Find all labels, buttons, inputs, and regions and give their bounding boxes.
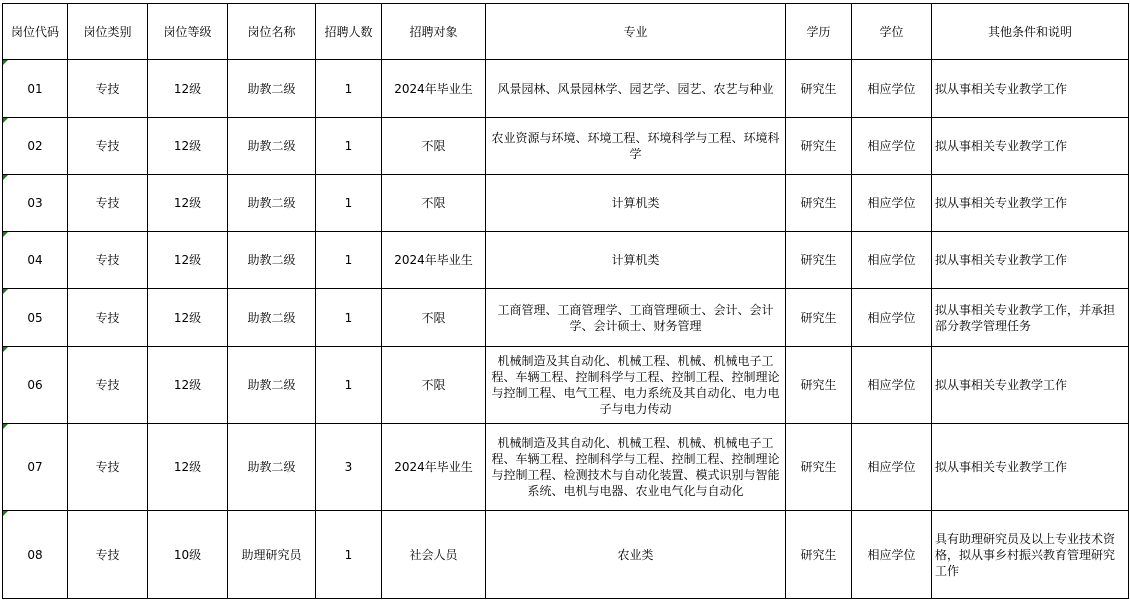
cell-indicator-icon <box>3 347 8 352</box>
cell-notes[interactable]: 拟从事相关专业教学工作 <box>932 347 1129 424</box>
cell-code[interactable] <box>3 60 68 118</box>
cell-category[interactable]: 专技 <box>68 175 148 232</box>
cell-target[interactable]: 2024年毕业生 <box>382 60 486 118</box>
header-category: 岗位类别 <box>68 4 148 60</box>
cell-count[interactable]: 1 <box>316 289 382 347</box>
cell-indicator-icon <box>3 424 8 429</box>
cell-code-text: 04 <box>27 253 43 267</box>
cell-degree[interactable]: 相应学位 <box>852 424 932 511</box>
header-education: 学历 <box>786 4 852 60</box>
cell-degree[interactable]: 相应学位 <box>852 232 932 289</box>
cell-notes[interactable]: 拟从事相关专业教学工作 <box>932 118 1129 175</box>
cell-major[interactable]: 计算机类 <box>486 175 786 232</box>
cell-title[interactable]: 助教二级 <box>228 60 316 118</box>
cell-code-text: 03 <box>27 196 43 210</box>
cell-code[interactable] <box>3 232 68 289</box>
cell-target[interactable]: 不限 <box>382 175 486 232</box>
cell-major[interactable]: 农业类 <box>486 511 786 599</box>
cell-notes[interactable]: 拟从事相关专业教学工作 <box>932 60 1129 118</box>
cell-level[interactable]: 10级 <box>148 511 228 599</box>
header-degree: 学位 <box>852 4 932 60</box>
cell-count[interactable]: 1 <box>316 175 382 232</box>
cell-major[interactable]: 风景园林、风景园林学、园艺学、园艺、农艺与种业 <box>486 60 786 118</box>
cell-degree[interactable]: 相应学位 <box>852 347 932 424</box>
cell-major[interactable]: 计算机类 <box>486 232 786 289</box>
cell-target[interactable]: 2024年毕业生 <box>382 424 486 511</box>
cell-indicator-icon <box>3 175 8 180</box>
header-notes: 其他条件和说明 <box>932 4 1129 60</box>
cell-notes[interactable]: 拟从事相关专业教学工作，并承担部分教学管理任务 <box>932 289 1129 347</box>
cell-notes[interactable]: 拟从事相关专业教学工作 <box>932 424 1129 511</box>
cell-indicator-icon <box>3 60 8 65</box>
header-target: 招聘对象 <box>382 4 486 60</box>
cell-major[interactable]: 机械制造及其自动化、机械工程、机械、机械电子工程、车辆工程、控制科学与工程、控制工程、控制理论与控制工程、检测技术与自动化装置、模式识别与智能系统、电机与电器、农业电气化与自动化 <box>486 424 786 511</box>
cell-code-text: 06 <box>27 378 43 392</box>
cell-education[interactable]: 研究生 <box>786 175 852 232</box>
cell-level[interactable]: 12级 <box>148 232 228 289</box>
header-level: 岗位等级 <box>148 4 228 60</box>
cell-title[interactable]: 助教二级 <box>228 232 316 289</box>
cell-degree[interactable]: 相应学位 <box>852 60 932 118</box>
cell-code-text: 07 <box>27 460 43 474</box>
cell-indicator-icon <box>3 511 8 516</box>
table-row <box>3 289 1129 347</box>
table-row <box>3 232 1129 289</box>
cell-title[interactable]: 助教二级 <box>228 175 316 232</box>
cell-level[interactable]: 12级 <box>148 60 228 118</box>
cell-count[interactable]: 1 <box>316 118 382 175</box>
cell-education[interactable]: 研究生 <box>786 118 852 175</box>
cell-level[interactable]: 12级 <box>148 424 228 511</box>
cell-category[interactable]: 专技 <box>68 232 148 289</box>
cell-target[interactable]: 2024年毕业生 <box>382 232 486 289</box>
cell-level[interactable]: 12级 <box>148 175 228 232</box>
table-row <box>3 347 1129 424</box>
cell-code-text: 01 <box>27 81 43 96</box>
table-row <box>3 175 1129 232</box>
cell-category[interactable]: 专技 <box>68 289 148 347</box>
cell-degree[interactable]: 相应学位 <box>852 175 932 232</box>
cell-education[interactable]: 研究生 <box>786 232 852 289</box>
cell-level[interactable]: 12级 <box>148 289 228 347</box>
cell-title[interactable]: 助理研究员 <box>228 511 316 599</box>
cell-title[interactable]: 助教二级 <box>228 289 316 347</box>
table-row <box>3 424 1129 511</box>
table-row <box>3 118 1129 175</box>
cell-target[interactable]: 不限 <box>382 347 486 424</box>
cell-code[interactable] <box>3 347 68 424</box>
cell-code[interactable] <box>3 511 68 599</box>
cell-notes[interactable]: 具有助理研究员及以上专业技术资格，拟从事乡村振兴教育管理研究工作 <box>932 511 1129 599</box>
cell-category[interactable]: 专技 <box>68 118 148 175</box>
cell-target[interactable]: 不限 <box>382 118 486 175</box>
header-row <box>3 4 1129 60</box>
header-major: 专业 <box>486 4 786 60</box>
cell-education[interactable]: 研究生 <box>786 511 852 599</box>
cell-education[interactable]: 研究生 <box>786 289 852 347</box>
cell-count[interactable]: 3 <box>316 424 382 511</box>
cell-code-text: 02 <box>27 139 43 153</box>
cell-code[interactable] <box>3 289 68 347</box>
cell-degree[interactable]: 相应学位 <box>852 289 932 347</box>
cell-level[interactable]: 12级 <box>148 118 228 175</box>
cell-indicator-icon <box>3 289 8 294</box>
cell-count[interactable]: 1 <box>316 232 382 289</box>
cell-education[interactable]: 研究生 <box>786 424 852 511</box>
header-count: 招聘人数 <box>316 4 382 60</box>
cell-code-text: 05 <box>27 310 43 325</box>
cell-major[interactable]: 工商管理、工商管理学、工商管理硕士、会计、会计学、会计硕士、财务管理 <box>486 289 786 347</box>
cell-degree[interactable]: 相应学位 <box>852 511 932 599</box>
cell-code[interactable] <box>3 175 68 232</box>
cell-count[interactable]: 1 <box>316 60 382 118</box>
cell-indicator-icon <box>3 118 8 123</box>
recruitment-table <box>2 3 1129 599</box>
cell-category[interactable]: 专技 <box>68 347 148 424</box>
cell-code-text: 08 <box>27 547 43 562</box>
cell-category[interactable]: 专技 <box>68 60 148 118</box>
cell-target[interactable]: 不限 <box>382 289 486 347</box>
table-row <box>3 511 1129 599</box>
cell-category[interactable]: 专技 <box>68 424 148 511</box>
cell-level[interactable]: 12级 <box>148 347 228 424</box>
table-row <box>3 60 1129 118</box>
header-title: 岗位名称 <box>228 4 316 60</box>
cell-count[interactable]: 1 <box>316 347 382 424</box>
cell-major[interactable]: 机械制造及其自动化、机械工程、机械、机械电子工程、车辆工程、控制科学与工程、控制工程、控制理论与控制工程、电气工程、电力系统及其自动化、电力电子与电力传动 <box>486 347 786 424</box>
cell-count[interactable]: 1 <box>316 511 382 599</box>
cell-code[interactable] <box>3 424 68 511</box>
cell-title[interactable]: 助教二级 <box>228 118 316 175</box>
cell-notes[interactable]: 拟从事相关专业教学工作 <box>932 232 1129 289</box>
cell-degree[interactable]: 相应学位 <box>852 118 932 175</box>
cell-target[interactable]: 社会人员 <box>382 511 486 599</box>
cell-title[interactable]: 助教二级 <box>228 347 316 424</box>
cell-code[interactable] <box>3 118 68 175</box>
cell-major[interactable]: 农业资源与环境、环境工程、环境科学与工程、环境科学 <box>486 118 786 175</box>
cell-notes[interactable]: 拟从事相关专业教学工作 <box>932 175 1129 232</box>
cell-category[interactable]: 专技 <box>68 511 148 599</box>
cell-title[interactable]: 助教二级 <box>228 424 316 511</box>
cell-education[interactable]: 研究生 <box>786 347 852 424</box>
cell-indicator-icon <box>3 232 8 237</box>
header-code: 岗位代码 <box>3 4 68 60</box>
cell-education[interactable]: 研究生 <box>786 60 852 118</box>
